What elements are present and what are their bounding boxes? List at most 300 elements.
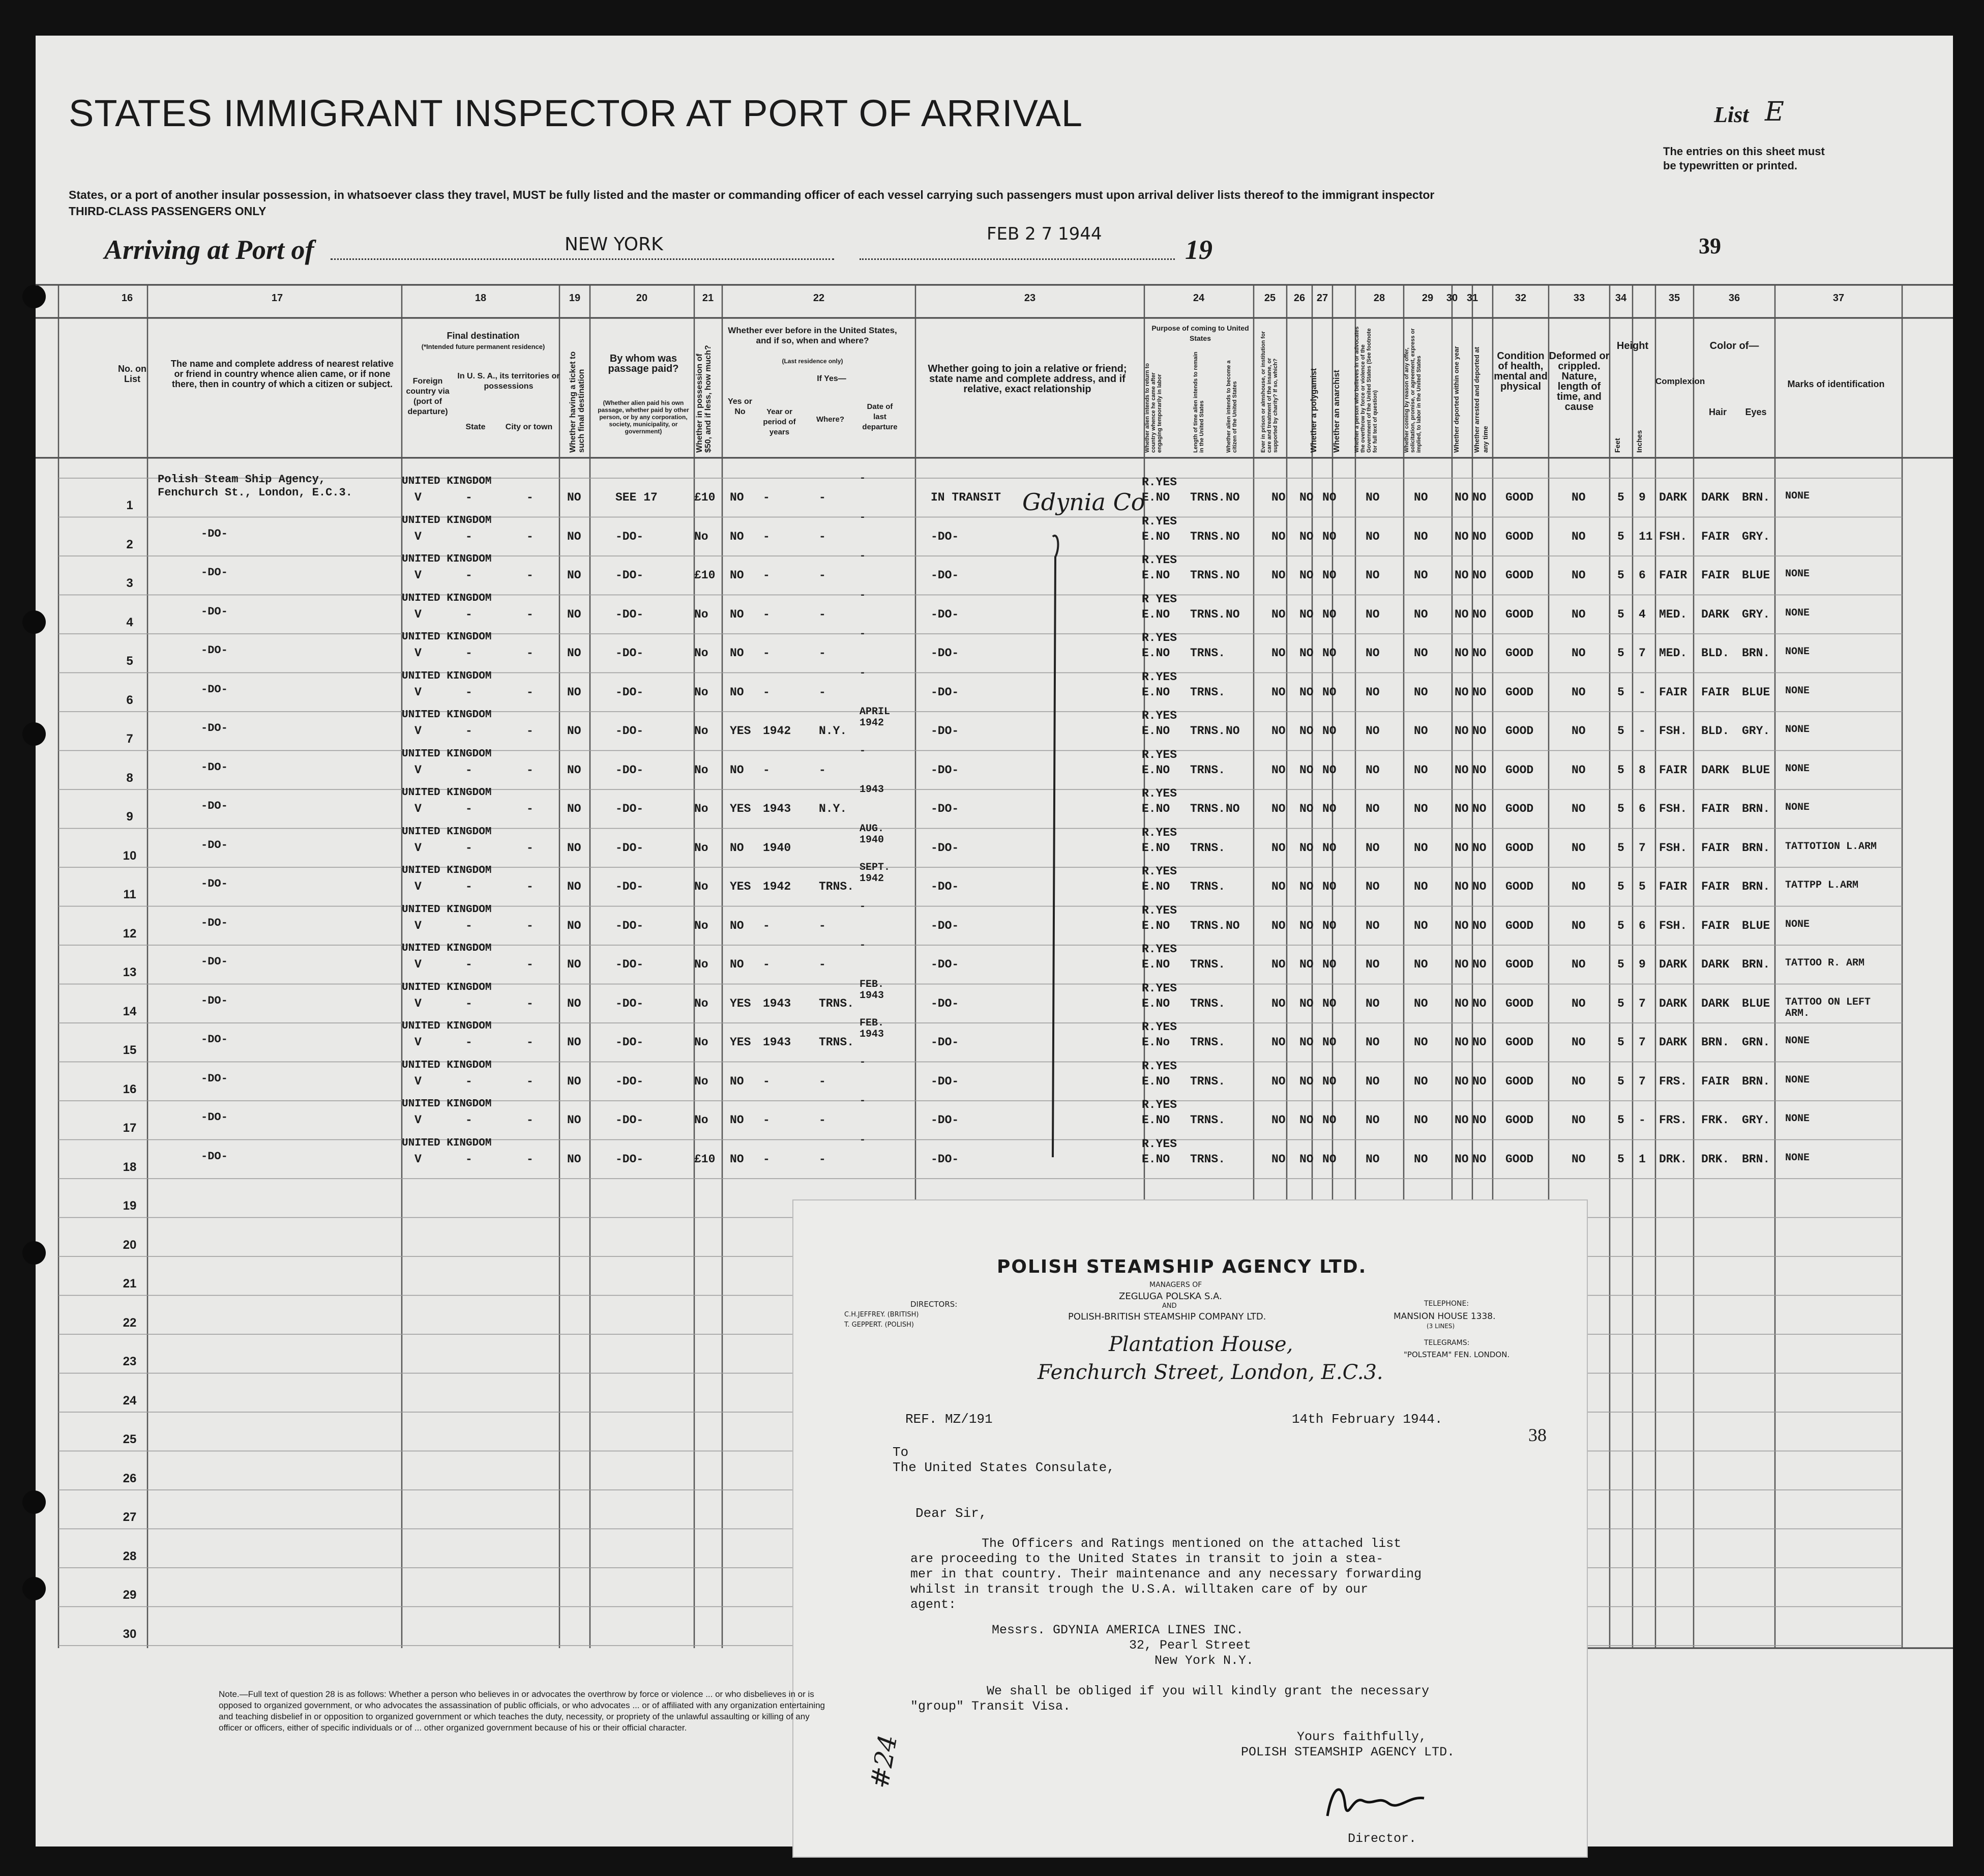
- row-polyg: NO: [1299, 880, 1314, 893]
- row-c28: NO: [1366, 996, 1380, 1010]
- row-money: No: [694, 1074, 708, 1088]
- year-prefix: 19: [1185, 234, 1212, 265]
- row-hair: DRK.: [1701, 1152, 1730, 1166]
- row-citizen: NO: [1226, 530, 1240, 543]
- row-where: TRNS.: [819, 1036, 854, 1049]
- arriving-label: Arriving at Port of: [104, 234, 314, 265]
- row-number: 4: [126, 615, 133, 629]
- row-prison: NO: [1271, 530, 1286, 543]
- row-c29: NO: [1414, 880, 1428, 893]
- row-number: 25: [123, 1432, 137, 1446]
- row-period: -: [763, 919, 770, 932]
- row-money: £10: [694, 491, 716, 504]
- row-complexion: DARK: [1659, 958, 1687, 971]
- row-complexion: FRS.: [1659, 1074, 1687, 1088]
- row-period: -: [763, 1113, 770, 1127]
- row-purpose: E.NO: [1142, 802, 1170, 815]
- row-complexion: FAIR: [1659, 569, 1687, 582]
- row-dep: -: [860, 667, 866, 679]
- row-anarch: NO: [1322, 647, 1337, 660]
- row-deform: NO: [1572, 919, 1586, 932]
- row-health: GOOD: [1505, 569, 1534, 582]
- row-number: 23: [123, 1355, 137, 1368]
- col-18-header: Final destination: [447, 331, 520, 341]
- row-feet: 5: [1617, 1036, 1624, 1049]
- letter-address-2: Fenchurch Street, London, E.C.3.: [1038, 1361, 1383, 1384]
- row-purpose-top: R.YES: [1142, 787, 1177, 800]
- row-feet: 5: [1617, 569, 1624, 582]
- row-dest-via: V: [414, 802, 422, 815]
- row-paid: -DO-: [615, 1074, 644, 1088]
- row-dest-via: V: [414, 1074, 422, 1088]
- row-before: NO: [730, 491, 744, 504]
- row-inches: 6: [1639, 802, 1646, 815]
- row-inches: 7: [1639, 1036, 1646, 1049]
- row-marks: NONE: [1785, 685, 1810, 697]
- row-city: -: [526, 607, 534, 621]
- row-before: NO: [730, 919, 744, 932]
- row-paid: -DO-: [615, 607, 644, 621]
- row-relative: -DO-: [201, 800, 228, 812]
- row-where: TRNS.: [819, 880, 854, 893]
- row-purpose: E.NO: [1142, 1152, 1170, 1166]
- row-deform: NO: [1572, 647, 1586, 660]
- col-22-date: Date of last departure: [862, 402, 898, 431]
- row-where: -: [819, 607, 826, 621]
- row-eyes: BRN.: [1742, 1152, 1770, 1166]
- row-feet: 5: [1617, 1113, 1624, 1127]
- row-anarch: NO: [1322, 724, 1337, 738]
- letter-body: The Officers and Ratings mentioned on the attached list: [982, 1536, 1402, 1551]
- row-money: No: [694, 880, 708, 893]
- row-ticket: NO: [567, 996, 581, 1010]
- row-dest-top: UNITED KINGDOM: [402, 1059, 492, 1071]
- row-eyes: BLUE: [1742, 996, 1770, 1010]
- row-state: -: [465, 880, 472, 893]
- row-join: IN TRANSIT: [931, 491, 1001, 504]
- row-feet: 5: [1617, 724, 1624, 738]
- row-length: TRNS.: [1190, 958, 1226, 971]
- row-before: YES: [730, 880, 751, 893]
- row-number: 3: [126, 576, 133, 590]
- letter-page-mark: 38: [1528, 1425, 1547, 1445]
- row-health: GOOD: [1505, 724, 1534, 738]
- row-hair: FAIR: [1701, 802, 1730, 815]
- row-ticket: NO: [567, 530, 581, 543]
- row-anarch: NO: [1322, 1113, 1337, 1127]
- row-purpose-top: R.YES: [1142, 748, 1177, 761]
- col-16-header: No. on List: [118, 364, 146, 384]
- row-marks: TATTOTION L.ARM: [1785, 840, 1877, 853]
- row-number: 24: [123, 1393, 137, 1408]
- row-c30: NO: [1455, 685, 1469, 699]
- row-length: TRNS.: [1190, 530, 1226, 543]
- column-number: 19: [569, 292, 581, 304]
- row-c30: NO: [1455, 880, 1469, 893]
- row-before: NO: [730, 607, 744, 621]
- row-deform: NO: [1572, 802, 1586, 815]
- row-marks: NONE: [1785, 1113, 1810, 1125]
- row-marks: TATTOO ON LEFT ARM.: [1785, 996, 1871, 1019]
- row-health: GOOD: [1505, 530, 1534, 543]
- row-relative: -DO-: [201, 605, 228, 618]
- row-length: TRNS.: [1190, 647, 1226, 660]
- row-c30: NO: [1455, 919, 1469, 932]
- row-where: -: [819, 491, 826, 504]
- column-number: 23: [1024, 292, 1036, 304]
- row-feet: 5: [1617, 1152, 1624, 1166]
- column-number: 17: [271, 292, 283, 304]
- row-inches: 7: [1639, 1074, 1646, 1088]
- row-c31: NO: [1472, 491, 1487, 504]
- row-complexion: MED.: [1659, 647, 1687, 660]
- row-relative: -DO-: [201, 916, 228, 929]
- letter-telegrams-label: TELEGRAMS:: [1424, 1339, 1470, 1347]
- row-inches: 6: [1639, 919, 1646, 932]
- binder-hole: [22, 1577, 46, 1600]
- row-number: 16: [123, 1082, 137, 1096]
- row-c29: NO: [1414, 491, 1428, 504]
- row-anarch: NO: [1322, 958, 1337, 971]
- col-23-header: Whether going to join a relative or friend; state name and complete address, and if relative, exact relationship: [928, 363, 1127, 395]
- row-c31: NO: [1472, 724, 1487, 738]
- letter-closing: POLISH STEAMSHIP AGENCY LTD.: [1241, 1745, 1455, 1760]
- row-eyes: GRY.: [1742, 724, 1770, 738]
- row-feet: 5: [1617, 996, 1624, 1010]
- row-period: -: [763, 1152, 770, 1166]
- row-purpose: E.NO: [1142, 996, 1170, 1010]
- row-purpose-top: R.YES: [1142, 826, 1177, 839]
- row-complexion: FSH.: [1659, 841, 1687, 855]
- list-value: E: [1765, 97, 1784, 127]
- row-number: 28: [123, 1549, 137, 1563]
- row-dep: -: [860, 940, 866, 951]
- row-marks: TATTPP L.ARM: [1785, 880, 1859, 891]
- row-polyg: NO: [1299, 958, 1314, 971]
- row-deform: NO: [1572, 607, 1586, 621]
- row-c28: NO: [1366, 1036, 1380, 1049]
- row-anarch: NO: [1322, 763, 1337, 777]
- row-period: 1942: [763, 880, 791, 893]
- letter-and: AND: [1162, 1302, 1177, 1310]
- row-length: TRNS.: [1190, 802, 1226, 815]
- row-where: -: [819, 569, 826, 582]
- handwritten-join: Gdynia Co: [1022, 488, 1145, 516]
- row-feet: 5: [1617, 1074, 1624, 1088]
- row-number: 15: [123, 1043, 137, 1057]
- row-purpose-top: R YES: [1142, 592, 1177, 606]
- page-number: 39: [1699, 233, 1721, 258]
- letter-agent: New York N.Y.: [1154, 1653, 1254, 1668]
- row-anarch: NO: [1322, 919, 1337, 932]
- row-hair: DARK: [1701, 607, 1730, 621]
- col-32-header: Condition of health, mental and physical: [1494, 350, 1548, 392]
- row-c29: NO: [1414, 724, 1428, 738]
- row-deform: NO: [1572, 1152, 1586, 1166]
- row-ticket: NO: [567, 647, 581, 660]
- row-citizen: NO: [1226, 919, 1240, 932]
- letter-lines: (3 LINES): [1427, 1323, 1455, 1330]
- row-c30: NO: [1455, 724, 1469, 738]
- row-before: NO: [730, 1113, 744, 1127]
- row-prison: NO: [1271, 491, 1286, 504]
- row-c30: NO: [1455, 491, 1469, 504]
- row-ticket: NO: [567, 1152, 581, 1166]
- row-c31: NO: [1472, 1152, 1487, 1166]
- row-c29: NO: [1414, 919, 1428, 932]
- row-city: -: [526, 647, 534, 660]
- row-dest-top: UNITED KINGDOM: [402, 903, 492, 916]
- row-before: NO: [730, 958, 744, 971]
- row-join: -DO-: [931, 685, 959, 699]
- row-period: -: [763, 1074, 770, 1088]
- row-inches: 11: [1639, 530, 1653, 543]
- row-dest-via: V: [414, 491, 422, 504]
- row-hair: FAIR: [1701, 880, 1730, 893]
- row-relative: -DO-: [201, 1072, 228, 1085]
- letter-closing: Yours faithfully,: [1297, 1730, 1427, 1744]
- row-feet: 5: [1617, 685, 1624, 699]
- row-complexion: DARK: [1659, 491, 1687, 504]
- row-join: -DO-: [931, 958, 959, 971]
- column-number: 30: [1446, 292, 1458, 304]
- row-c28: NO: [1366, 802, 1380, 815]
- attached-letter: [793, 1200, 1587, 1857]
- row-marks: NONE: [1785, 607, 1810, 619]
- row-polyg: NO: [1299, 647, 1314, 660]
- row-purpose-top: R.YES: [1142, 1059, 1177, 1073]
- row-feet: 5: [1617, 841, 1624, 855]
- row-c29: NO: [1414, 802, 1428, 815]
- row-inches: 9: [1639, 491, 1646, 504]
- row-dest-via: V: [414, 919, 422, 932]
- row-marks: NONE: [1785, 646, 1810, 658]
- row-anarch: NO: [1322, 1152, 1337, 1166]
- row-marks: NONE: [1785, 802, 1810, 813]
- row-purpose: E.NO: [1142, 880, 1170, 893]
- row-ticket: NO: [567, 880, 581, 893]
- row-c31: NO: [1472, 569, 1487, 582]
- row-dest-via: V: [414, 569, 422, 582]
- row-purpose: E.NO: [1142, 1113, 1170, 1127]
- letter-director: T. GEPPERT. (POLISH): [844, 1321, 914, 1329]
- row-dest-top: UNITED KINGDOM: [402, 670, 492, 682]
- row-dest-via: V: [414, 724, 422, 738]
- row-c31: NO: [1472, 607, 1487, 621]
- row-money: No: [694, 647, 708, 660]
- letter-address-1: Plantation House,: [1109, 1333, 1293, 1356]
- row-prison: NO: [1271, 1113, 1286, 1127]
- col-22-header: Whether ever before in the United States, and if so, when and where?: [728, 326, 897, 345]
- row-hair: BLD.: [1701, 724, 1730, 738]
- row-number: 5: [126, 654, 133, 668]
- row-c29: NO: [1414, 841, 1428, 855]
- col-37-header: Marks of identification: [1787, 379, 1885, 389]
- row-where: -: [819, 1152, 826, 1166]
- row-join: -DO-: [931, 841, 959, 855]
- row-ticket: NO: [567, 763, 581, 777]
- row-relative: -DO-: [201, 877, 228, 890]
- list-label: List: [1714, 102, 1749, 127]
- row-hair: FRK.: [1701, 1113, 1730, 1127]
- row-citizen: NO: [1226, 802, 1240, 815]
- col-18-subheader: (*Intended future permanent residence): [421, 343, 545, 350]
- col-34-inches: Inches: [1635, 430, 1643, 453]
- row-state: -: [465, 919, 472, 932]
- row-anarch: NO: [1322, 880, 1337, 893]
- row-join: -DO-: [931, 1152, 959, 1166]
- row-health: GOOD: [1505, 1074, 1534, 1088]
- row-number: 10: [123, 848, 137, 863]
- row-c31: NO: [1472, 996, 1487, 1010]
- row-feet: 5: [1617, 919, 1624, 932]
- row-number: 6: [126, 693, 133, 707]
- row-where: -: [819, 763, 826, 777]
- row-where: -: [819, 685, 826, 699]
- row-city: -: [526, 491, 534, 504]
- row-number: 8: [126, 771, 133, 785]
- row-deform: NO: [1572, 1113, 1586, 1127]
- col-20-header: By whom was passage paid?: [608, 353, 679, 374]
- row-join: -DO-: [931, 530, 959, 543]
- col-18-state: State: [465, 423, 486, 431]
- row-purpose-top: R.YES: [1142, 1098, 1177, 1111]
- row-anarch: NO: [1322, 607, 1337, 621]
- row-relative: -DO-: [201, 1150, 228, 1163]
- row-health: GOOD: [1505, 996, 1534, 1010]
- row-where: TRNS.: [819, 996, 854, 1010]
- row-relative: -DO-: [201, 760, 228, 774]
- row-paid: -DO-: [615, 763, 644, 777]
- row-before: NO: [730, 647, 744, 660]
- binder-hole: [22, 285, 46, 308]
- binder-hole: [22, 1490, 46, 1514]
- row-city: -: [526, 880, 534, 893]
- row-state: -: [465, 1036, 472, 1049]
- row-purpose: E.NO: [1142, 607, 1170, 621]
- col-21-header: Whether in possession of $50, and if less, how much?: [695, 345, 713, 453]
- row-anarch: NO: [1322, 530, 1337, 543]
- column-number: 16: [121, 292, 133, 304]
- row-money: No: [694, 919, 708, 932]
- row-money: No: [694, 685, 708, 699]
- row-hair: DARK: [1701, 763, 1730, 777]
- row-c30: NO: [1455, 1074, 1469, 1088]
- row-prison: NO: [1271, 1074, 1286, 1088]
- row-c28: NO: [1366, 647, 1380, 660]
- row-c31: NO: [1472, 647, 1487, 660]
- row-c31: NO: [1472, 919, 1487, 932]
- row-prison: NO: [1271, 802, 1286, 815]
- row-citizen: NO: [1226, 607, 1240, 621]
- row-money: No: [694, 1113, 708, 1127]
- row-prison: NO: [1271, 880, 1286, 893]
- row-before: NO: [730, 763, 744, 777]
- row-number: 20: [123, 1238, 137, 1252]
- row-purpose-top: R.YES: [1142, 631, 1177, 644]
- row-prison: NO: [1271, 841, 1286, 855]
- row-polyg: NO: [1299, 763, 1314, 777]
- row-paid: -DO-: [615, 530, 644, 543]
- row-marks: NONE: [1785, 490, 1810, 502]
- row-dest-top: UNITED KINGDOM: [402, 748, 492, 760]
- row-city: -: [526, 841, 534, 855]
- row-paid: -DO-: [615, 880, 644, 893]
- row-deform: NO: [1572, 530, 1586, 543]
- letter-to: To: [893, 1445, 909, 1460]
- row-c28: NO: [1366, 569, 1380, 582]
- row-length: TRNS.: [1190, 880, 1226, 893]
- row-city: -: [526, 919, 534, 932]
- row-state: -: [465, 491, 472, 504]
- row-dest-top: UNITED KINGDOM: [402, 943, 492, 954]
- row-purpose: E.NO: [1142, 491, 1170, 504]
- row-ticket: NO: [567, 1074, 581, 1088]
- row-number: 26: [123, 1471, 137, 1485]
- row-join: -DO-: [931, 880, 959, 893]
- col-22-yesno: Yes or No: [727, 397, 753, 416]
- row-dep: -: [860, 589, 866, 601]
- date-stamp: FEB 2 7 1944: [987, 224, 1102, 244]
- row-join: -DO-: [931, 647, 959, 660]
- row-prison: NO: [1271, 607, 1286, 621]
- row-c31: NO: [1472, 1036, 1487, 1049]
- col-22-subheader: (Last residence only): [782, 358, 843, 365]
- row-polyg: NO: [1299, 491, 1314, 504]
- row-dest-top: UNITED KINGDOM: [402, 1137, 492, 1149]
- row-c29: NO: [1414, 607, 1428, 621]
- letter-body: are proceeding to the United States in transit to join a stea-: [910, 1551, 1384, 1566]
- row-length: TRNS.: [1190, 569, 1226, 582]
- row-purpose-top: R.YES: [1142, 670, 1177, 684]
- row-purpose: E.NO: [1142, 569, 1170, 582]
- signature: [1322, 1775, 1444, 1831]
- row-city: -: [526, 1152, 534, 1166]
- row-paid: -DO-: [615, 919, 644, 932]
- row-before: YES: [730, 724, 751, 738]
- row-before: NO: [730, 569, 744, 582]
- row-complexion: FSH.: [1659, 530, 1687, 543]
- row-period: -: [763, 530, 770, 543]
- row-purpose: E.NO: [1142, 1074, 1170, 1088]
- row-c29: NO: [1414, 1036, 1428, 1049]
- row-state: -: [465, 1152, 472, 1166]
- row-eyes: BLUE: [1742, 919, 1770, 932]
- row-length: TRNS.: [1190, 1074, 1226, 1088]
- row-prison: NO: [1271, 996, 1286, 1010]
- column-number: 34: [1615, 292, 1627, 304]
- row-number: 2: [126, 537, 133, 551]
- row-number: 27: [123, 1510, 137, 1524]
- row-deform: NO: [1572, 763, 1586, 777]
- letter-body: We shall be obliged if you will kindly grant the necessary: [987, 1684, 1430, 1698]
- col-17-header: The name and complete address of nearest relative or friend in country whence alien came, or if none there, then in country of which a citizen or subject.: [170, 359, 394, 389]
- row-eyes: BRN.: [1742, 802, 1770, 815]
- letter-date: 14th February 1944.: [1292, 1412, 1443, 1427]
- row-complexion: DARK: [1659, 1036, 1687, 1049]
- row-c30: NO: [1455, 1036, 1469, 1049]
- row-number: 21: [123, 1277, 137, 1291]
- row-before: NO: [730, 530, 744, 543]
- row-c30: NO: [1455, 569, 1469, 582]
- row-join: -DO-: [931, 1074, 959, 1088]
- row-dest-top: UNITED KINGDOM: [402, 709, 492, 721]
- row-c31: NO: [1472, 1113, 1487, 1127]
- row-city: -: [526, 1074, 534, 1088]
- col-30-header: Whether deported within one year: [1453, 346, 1460, 453]
- row-ticket: NO: [567, 724, 581, 738]
- row-paid: -DO-: [615, 1152, 644, 1166]
